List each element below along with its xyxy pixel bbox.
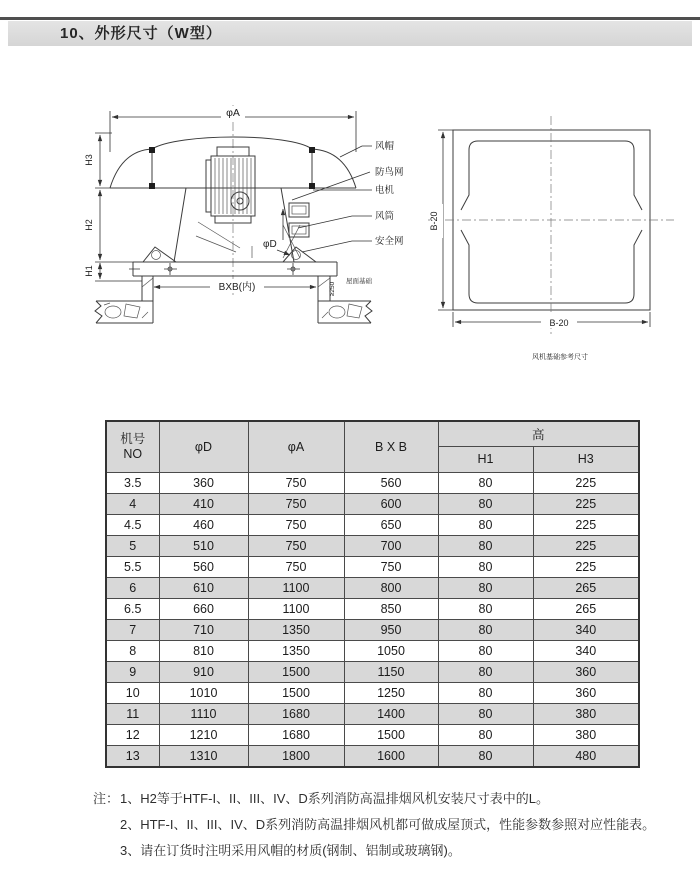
table-row xyxy=(106,661,639,682)
table-cell: 560 xyxy=(159,556,248,577)
outline-drawing xyxy=(0,80,700,395)
table-cell: 750 xyxy=(248,472,344,493)
dim-label-phiD: φD xyxy=(263,239,277,250)
table-cell: 360 xyxy=(533,682,639,703)
table-cell: 950 xyxy=(344,619,438,640)
dimension-table-header xyxy=(106,421,639,472)
table-cell: 1050 xyxy=(344,640,438,661)
table-row xyxy=(106,619,639,640)
table-cell: 225 xyxy=(533,556,639,577)
table-cell: 1680 xyxy=(248,724,344,745)
table-cell: 80 xyxy=(438,703,533,724)
dim-label-h3: H3 xyxy=(84,154,94,166)
header-bxb: B X B xyxy=(344,421,438,472)
section-title-bar xyxy=(8,21,692,46)
header-h1: H1 xyxy=(438,446,533,472)
table-cell: 13 xyxy=(106,745,159,767)
table-cell: 650 xyxy=(344,514,438,535)
dim-label-h1: H1 xyxy=(84,265,94,277)
table-cell: 710 xyxy=(159,619,248,640)
table-cell: 80 xyxy=(438,556,533,577)
dim-label-b20-vertical: B-20 xyxy=(429,211,439,231)
table-row xyxy=(106,535,639,556)
table-cell: 5.5 xyxy=(106,556,159,577)
note-text: 3、请在订货时注明采用风帽的材质(钢制、铝制或玻璃钢)。 xyxy=(120,843,461,858)
table-cell: 810 xyxy=(159,640,248,661)
note-text: 2、HTF-I、II、III、IV、D系列消防高温排烟风机都可做成屋顶式，性能参数参照对应性能表。 xyxy=(120,817,656,832)
table-cell: 340 xyxy=(533,619,639,640)
top-rule xyxy=(0,17,700,20)
table-cell: 80 xyxy=(438,472,533,493)
callout-bird-net: 防鸟网 xyxy=(375,167,404,178)
note-line-2 xyxy=(120,812,689,838)
table-cell: 265 xyxy=(533,598,639,619)
table-cell: 7 xyxy=(106,619,159,640)
dim-label-b20-horizontal: B-20 xyxy=(549,318,569,328)
table-row xyxy=(106,703,639,724)
table-cell: 1110 xyxy=(159,703,248,724)
table-cell: 1210 xyxy=(159,724,248,745)
table-cell: 1310 xyxy=(159,745,248,767)
table-cell: 750 xyxy=(248,493,344,514)
table-row xyxy=(106,472,639,493)
table-cell: 1100 xyxy=(248,577,344,598)
table-cell: 1010 xyxy=(159,682,248,703)
foundation-plan xyxy=(428,116,674,361)
callout-motor: 电机 xyxy=(375,185,395,196)
table-cell: 750 xyxy=(248,535,344,556)
table-cell: 1150 xyxy=(344,661,438,682)
table-cell: 225 xyxy=(533,535,639,556)
table-row xyxy=(106,493,639,514)
table-cell: 750 xyxy=(248,556,344,577)
table-cell: 1500 xyxy=(248,661,344,682)
foundation-hatch-right xyxy=(318,301,372,323)
table-cell: 5 xyxy=(106,535,159,556)
header-phiA: φA xyxy=(248,421,344,472)
callout-wind-cap: 风帽 xyxy=(375,141,395,152)
table-cell: 80 xyxy=(438,535,533,556)
table-cell: 1800 xyxy=(248,745,344,767)
header-phiD: φD xyxy=(159,421,248,472)
dimension-table-body xyxy=(106,472,639,767)
table-cell: 80 xyxy=(438,577,533,598)
table-cell: 225 xyxy=(533,514,639,535)
table-cell: 510 xyxy=(159,535,248,556)
table-cell: 1100 xyxy=(248,598,344,619)
header-height-group: 高 xyxy=(438,421,639,446)
table-row xyxy=(106,598,639,619)
table-cell: 480 xyxy=(533,745,639,767)
table-cell: 80 xyxy=(438,745,533,767)
min-clearance-label: ≥250 xyxy=(329,281,336,297)
foundation-hatch-left xyxy=(95,301,153,323)
note-line-3 xyxy=(120,838,689,864)
table-cell: 1350 xyxy=(248,619,344,640)
table-cell: 4 xyxy=(106,493,159,514)
notes-block xyxy=(93,786,689,864)
table-cell: 80 xyxy=(438,598,533,619)
table-row xyxy=(106,514,639,535)
table-cell: 1680 xyxy=(248,703,344,724)
table-cell: 360 xyxy=(533,661,639,682)
callout-duct: 风筒 xyxy=(375,211,395,222)
note-text: 1、H2等于HTF-I、II、III、IV、D系列消防高温排烟风机安装尺寸表中的L。 xyxy=(120,791,550,806)
table-cell: 80 xyxy=(438,640,533,661)
dim-label-phiA: φA xyxy=(226,107,240,119)
table-cell: 750 xyxy=(248,514,344,535)
header-h3: H3 xyxy=(533,446,639,472)
table-cell: 460 xyxy=(159,514,248,535)
table-cell: 1250 xyxy=(344,682,438,703)
table-cell: 9 xyxy=(106,661,159,682)
table-cell: 6.5 xyxy=(106,598,159,619)
table-cell: 750 xyxy=(344,556,438,577)
table-row xyxy=(106,577,639,598)
dim-label-h2: H2 xyxy=(84,219,94,231)
table-cell: 910 xyxy=(159,661,248,682)
table-cell: 80 xyxy=(438,661,533,682)
table-cell: 560 xyxy=(344,472,438,493)
roof-base-label: 屋面基础 xyxy=(346,278,372,285)
note-line-1 xyxy=(93,786,689,812)
table-cell: 1500 xyxy=(344,724,438,745)
dimension-table xyxy=(105,420,640,768)
dim-label-bxb-inner: BXB(内) xyxy=(218,282,256,293)
table-cell: 1600 xyxy=(344,745,438,767)
table-cell: 850 xyxy=(344,598,438,619)
table-cell: 610 xyxy=(159,577,248,598)
table-cell: 12 xyxy=(106,724,159,745)
table-cell: 8 xyxy=(106,640,159,661)
table-cell: 11 xyxy=(106,703,159,724)
foundation-caption: 风机基础参考尺寸 xyxy=(532,354,588,361)
table-row xyxy=(106,745,639,767)
table-cell: 380 xyxy=(533,724,639,745)
page-title: 10、外形尺寸（W型） xyxy=(60,25,222,42)
table-cell: 410 xyxy=(159,493,248,514)
table-cell: 360 xyxy=(159,472,248,493)
table-cell: 265 xyxy=(533,577,639,598)
header-no: 机号 NO xyxy=(106,421,159,472)
table-cell: 80 xyxy=(438,682,533,703)
callout-safety-net: 安全网 xyxy=(375,236,404,247)
table-cell: 340 xyxy=(533,640,639,661)
table-cell: 1400 xyxy=(344,703,438,724)
table-cell: 1350 xyxy=(248,640,344,661)
table-cell: 80 xyxy=(438,724,533,745)
table-cell: 225 xyxy=(533,472,639,493)
table-row xyxy=(106,640,639,661)
table-cell: 800 xyxy=(344,577,438,598)
table-cell: 1500 xyxy=(248,682,344,703)
motor-graphic xyxy=(206,147,255,223)
table-row xyxy=(106,556,639,577)
table-cell: 600 xyxy=(344,493,438,514)
table-row xyxy=(106,724,639,745)
table-cell: 80 xyxy=(438,493,533,514)
note-label: 注： xyxy=(93,791,120,806)
table-cell: 225 xyxy=(533,493,639,514)
table-cell: 4.5 xyxy=(106,514,159,535)
table-cell: 80 xyxy=(438,619,533,640)
table-cell: 3.5 xyxy=(106,472,159,493)
table-cell: 6 xyxy=(106,577,159,598)
table-cell: 700 xyxy=(344,535,438,556)
table-cell: 660 xyxy=(159,598,248,619)
table-cell: 10 xyxy=(106,682,159,703)
table-cell: 380 xyxy=(533,703,639,724)
table-cell: 80 xyxy=(438,514,533,535)
table-row xyxy=(106,682,639,703)
